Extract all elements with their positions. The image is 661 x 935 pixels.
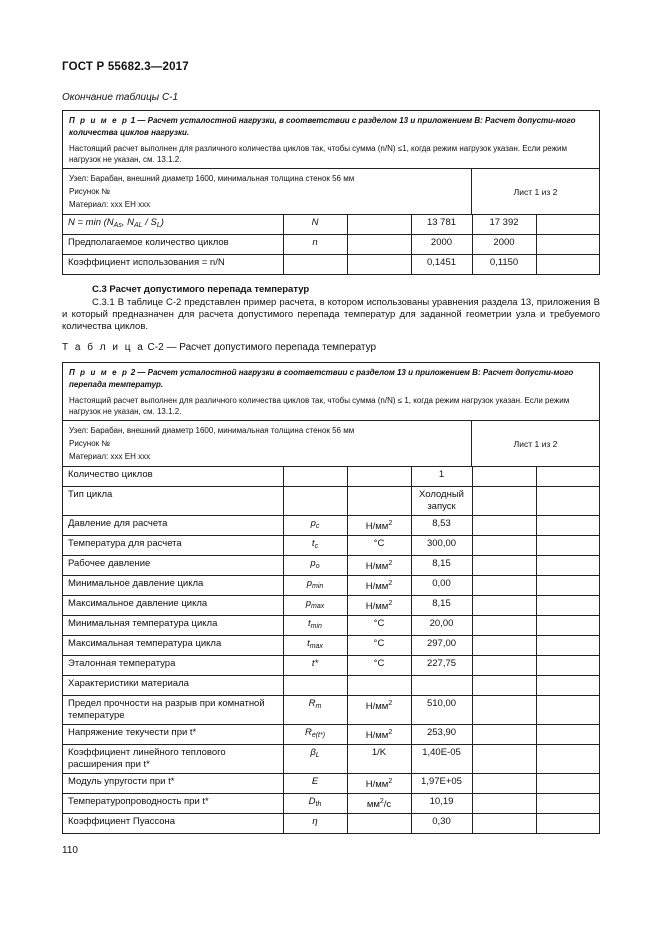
row-value-2 (472, 696, 536, 725)
row-value-3 (536, 676, 599, 696)
row-symbol (283, 467, 347, 487)
row-unit: $Н/мм^2$ (347, 596, 411, 616)
table-row (63, 636, 599, 656)
page-number: 110 (62, 845, 78, 856)
row-value-1: 2000 (411, 235, 472, 255)
row-symbol: $t_{max}$ (283, 636, 347, 656)
row-value-2 (472, 656, 536, 676)
row-unit (347, 676, 411, 696)
table-row (63, 745, 599, 774)
row-value-3 (536, 725, 599, 745)
row-label: Предел прочности на разрыв при комнатной температуре (63, 696, 283, 725)
row-label: Эталонная температура (63, 656, 283, 676)
row-value-2 (472, 616, 536, 636)
unit-line: Узел: Барабан, внешний диаметр 1600, минимальная толщина стенок 56 мм (69, 174, 355, 183)
row-value-3 (536, 556, 599, 576)
row-unit: $Н/мм^2$ (347, 576, 411, 596)
row-value-3 (536, 696, 599, 725)
row-unit: $Н/мм^2$ (347, 516, 411, 536)
unit-info-row (63, 169, 599, 215)
section-title: С.3 Расчет допустимого перепада температур (92, 284, 310, 295)
row-value-1: 1,97E+05 (411, 774, 472, 794)
example-title: П р и м е р 2 — Расчет усталостной нагрузки в соответствии с разделом 13 и приложением В: Расчет допусти-мого перепада температур. (69, 368, 574, 389)
row-value-1: 1,40E-05 (411, 745, 472, 774)
table-row (63, 696, 599, 725)
table-row (63, 656, 599, 676)
row-label: Напряжение текучести при t* (63, 725, 283, 745)
row-label: Предполагаемое количество циклов (63, 235, 283, 255)
row-symbol (283, 676, 347, 696)
row-symbol: $\beta_L$ (283, 745, 347, 774)
row-value-3 (536, 215, 599, 235)
row-symbol: n (283, 235, 347, 255)
row-value-1: 13 781 (411, 215, 472, 235)
row-label: Температура для расчета (63, 536, 283, 556)
row-value-1: 20,00 (411, 616, 472, 636)
row-unit: $мм^2/с$ (347, 794, 411, 814)
row-unit: °С (347, 536, 411, 556)
table-row (63, 235, 599, 255)
row-unit: °С (347, 616, 411, 636)
row-value-3 (536, 636, 599, 656)
row-label: Рабочее давление (63, 556, 283, 576)
row-symbol: t* (283, 656, 347, 676)
row-value-3 (536, 774, 599, 794)
row-value-2 (472, 814, 536, 834)
row-label: Коэффициент линейного теплового расширения при t* (63, 745, 283, 774)
row-value-1: 0,00 (411, 576, 472, 596)
row-value-2 (472, 636, 536, 656)
row-label: Коэффициент Пуассона (63, 814, 283, 834)
row-value-2 (472, 794, 536, 814)
row-label: Тип цикла (63, 487, 283, 516)
row-value-2 (472, 596, 536, 616)
table-row (63, 814, 599, 834)
figure-line: Рисунок № (69, 187, 110, 196)
row-label: Максимальная температура цикла (63, 636, 283, 656)
row-label: Температуропроводность при t* (63, 794, 283, 814)
figure-line: Рисунок № (69, 439, 110, 448)
row-unit (347, 215, 411, 235)
row-unit (347, 255, 411, 275)
row-value-3 (536, 616, 599, 636)
row-label: Минимальная температура цикла (63, 616, 283, 636)
table-row (63, 576, 599, 596)
row-unit (347, 467, 411, 487)
table-row (63, 516, 599, 536)
row-value-3 (536, 814, 599, 834)
row-value-3 (536, 536, 599, 556)
row-label: $N = \min (N_{As}$, $N_{AL} / S_L$) (63, 215, 283, 235)
table1-example (63, 111, 599, 169)
row-value-1: 10,19 (411, 794, 472, 814)
table-row (63, 616, 599, 636)
table1-caption: Окончание таблицы С-1 (62, 92, 179, 103)
table-row (63, 467, 599, 487)
row-value-3 (536, 745, 599, 774)
row-value-1: 8,15 (411, 596, 472, 616)
row-unit: $Н/мм^2$ (347, 556, 411, 576)
table-row (63, 774, 599, 794)
example-note: Настоящий расчет выполнен для различного количества циклов так, чтобы сумма (n/N) ≤1, когда режим нагрузок указан. Если режим нагрузок не указан, см. 13.1.2. (69, 144, 567, 164)
unit-info-row (63, 421, 599, 467)
table-row (63, 536, 599, 556)
material-line: Материал: ххх ЕН ххх (69, 200, 151, 209)
row-unit: °С (347, 656, 411, 676)
row-value-1: 1 (411, 467, 472, 487)
row-value-3 (536, 576, 599, 596)
row-unit: $Н/мм^2$ (347, 696, 411, 725)
page-header: ГОСТ Р 55682.3—2017 (62, 61, 189, 73)
table2-grid (63, 467, 599, 833)
row-value-1: 253,90 (411, 725, 472, 745)
row-value-2 (472, 556, 536, 576)
table-row (63, 215, 599, 235)
row-value-2: 2000 (472, 235, 536, 255)
row-value-3 (536, 467, 599, 487)
row-value-2 (472, 467, 536, 487)
row-symbol (283, 487, 347, 516)
row-value-3 (536, 235, 599, 255)
row-symbol: $t_c$ (283, 536, 347, 556)
row-label: Коэффициент использования = n/N (63, 255, 283, 275)
table-row (63, 794, 599, 814)
example-note: Настоящий расчет выполнен для различного количества циклов так, чтобы сумма (n/N) ≤ 1, когда режим нагрузок указан. Если режим нагрузок не указан, см. 13.1.2. (69, 396, 570, 416)
row-value-1 (411, 676, 472, 696)
row-unit: 1/K (347, 745, 411, 774)
table-row (63, 676, 599, 696)
sheet-number: Лист 1 из 2 (513, 438, 558, 449)
row-value-1: 297,00 (411, 636, 472, 656)
row-symbol: $t_{min}$ (283, 616, 347, 636)
row-value-1: 0,1451 (411, 255, 472, 275)
row-label: Характеристики материала (63, 676, 283, 696)
table1-grid (63, 215, 599, 274)
row-value-2 (472, 676, 536, 696)
row-value-3 (536, 656, 599, 676)
row-value-2 (472, 487, 536, 516)
row-value-1: 227,75 (411, 656, 472, 676)
row-label: Минимальное давление цикла (63, 576, 283, 596)
row-value-1: 8,15 (411, 556, 472, 576)
row-unit: $Н/мм^2$ (347, 774, 411, 794)
row-value-2 (472, 516, 536, 536)
row-unit: $Н/мм^2$ (347, 725, 411, 745)
row-value-3 (536, 487, 599, 516)
row-value-2 (472, 774, 536, 794)
table-row (63, 596, 599, 616)
row-value-3 (536, 516, 599, 536)
row-value-2 (472, 725, 536, 745)
sheet-number: Лист 1 из 2 (513, 186, 558, 197)
row-label: Давление для расчета (63, 516, 283, 536)
example-title: П р и м е р 1 — Расчет усталостной нагрузки, в соответствии с разделом 13 и приложением В: Расчет допусти-мого количества циклов нагрузки. (69, 116, 576, 137)
row-symbol: $p_{min}$ (283, 576, 347, 596)
row-value-1: 8,53 (411, 516, 472, 536)
table-row (63, 725, 599, 745)
table-row (63, 487, 599, 516)
row-value-3 (536, 596, 599, 616)
row-unit (347, 487, 411, 516)
row-value-1: 300,00 (411, 536, 472, 556)
row-label: Модуль упругости при t* (63, 774, 283, 794)
row-label: Количество циклов (63, 467, 283, 487)
table2-example (63, 363, 599, 421)
row-value-2 (472, 576, 536, 596)
row-value-2: 0,1150 (472, 255, 536, 275)
row-symbol (283, 255, 347, 275)
row-unit: °С (347, 636, 411, 656)
row-value-2 (472, 745, 536, 774)
row-value-2: 17 392 (472, 215, 536, 235)
material-line: Материал: ххх ЕН ххх (69, 452, 151, 461)
table2-caption: Т а б л и ц а С-2 — Расчет допустимого перепада температур (62, 342, 377, 353)
row-value-1: 0,30 (411, 814, 472, 834)
section-paragraph: С.3.1 В таблице С-2 представлен пример расчета, в котором использованы уравнения раздела 13, приложения В и который предназначен для расчета допустимого перепада температур для заданной геометрии узла и требуемого количества циклов. (62, 297, 600, 332)
table2 (62, 362, 600, 834)
row-label: Максимальное давление цикла (63, 596, 283, 616)
table1 (62, 110, 600, 275)
row-value-3 (536, 794, 599, 814)
row-symbol: $p_o$ (283, 556, 347, 576)
row-symbol: $p_{max}$ (283, 596, 347, 616)
row-symbol: N (283, 215, 347, 235)
row-symbol: E (283, 774, 347, 794)
row-symbol: η (283, 814, 347, 834)
row-symbol: $D_{th}$ (283, 794, 347, 814)
row-value-1: Холодный запуск (411, 487, 472, 516)
row-symbol: $p_c$ (283, 516, 347, 536)
row-unit (347, 814, 411, 834)
row-unit (347, 235, 411, 255)
row-value-3 (536, 255, 599, 275)
table-row (63, 556, 599, 576)
table-row (63, 255, 599, 275)
row-value-2 (472, 536, 536, 556)
unit-line: Узел: Барабан, внешний диаметр 1600, минимальная толщина стенок 56 мм (69, 426, 355, 435)
row-symbol: $R_m$ (283, 696, 347, 725)
row-symbol: $R_{e(t*)}$ (283, 725, 347, 745)
row-value-1: 510,00 (411, 696, 472, 725)
